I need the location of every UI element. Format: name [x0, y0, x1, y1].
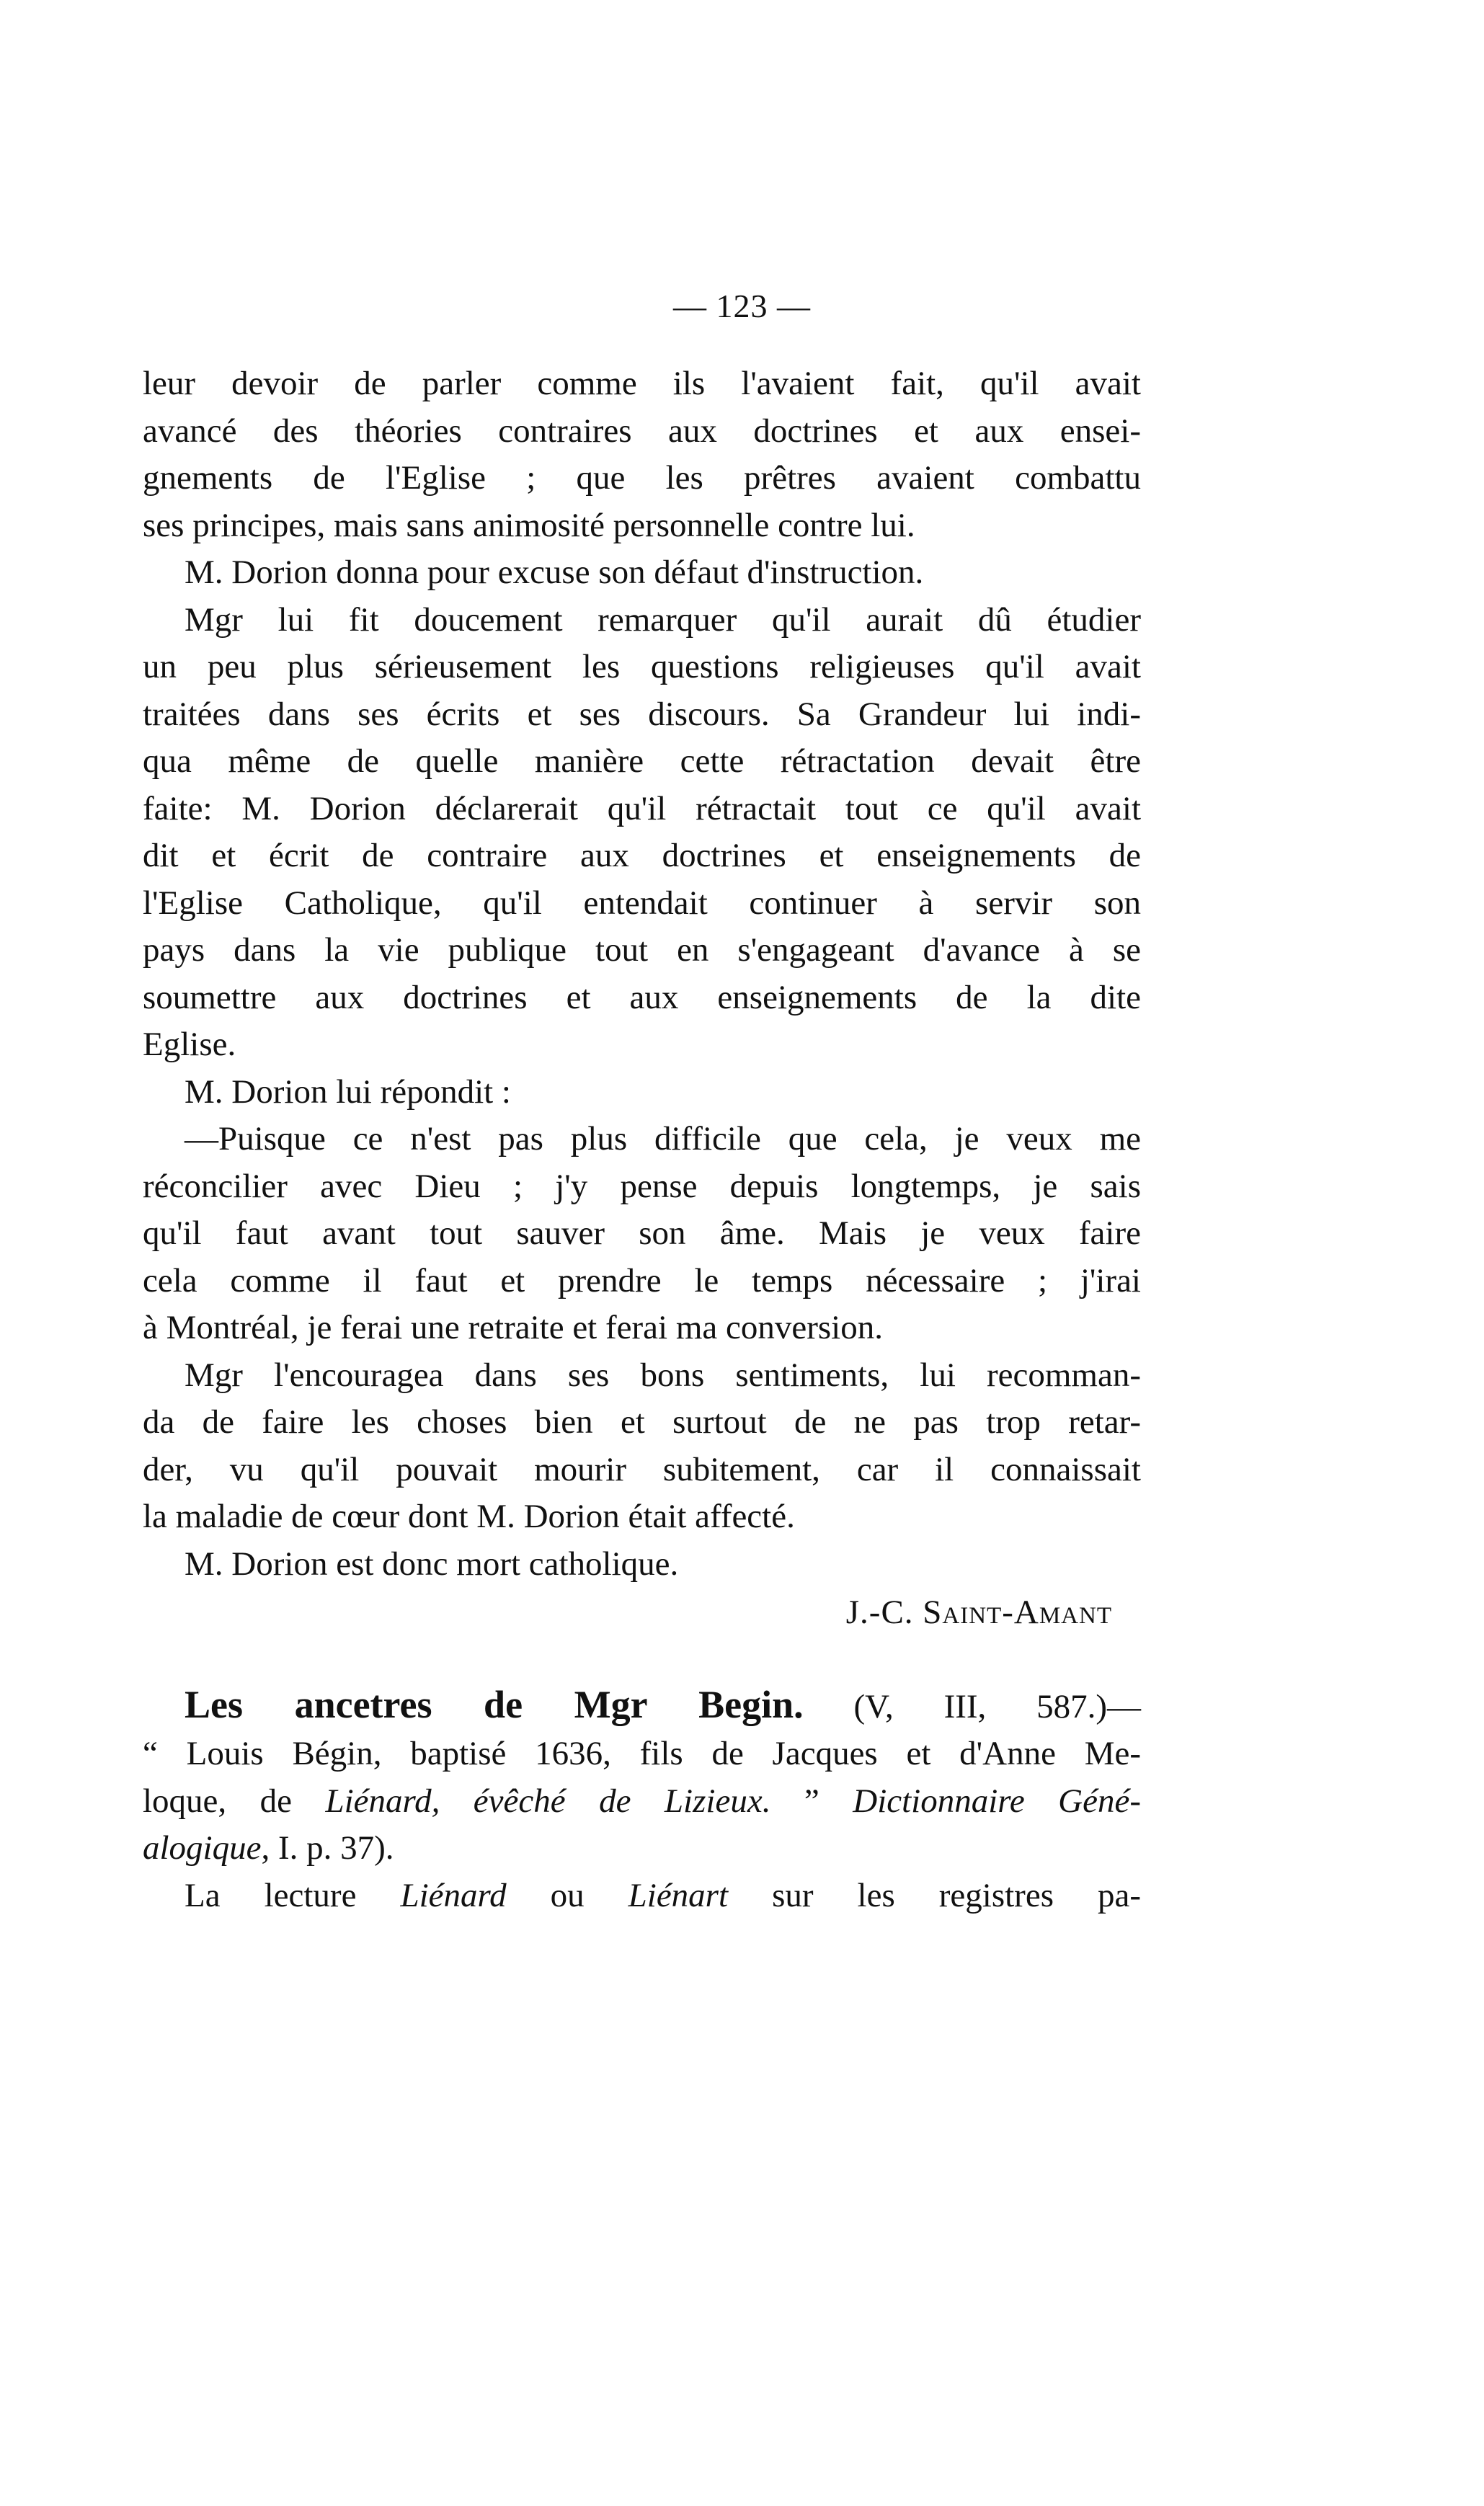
paragraph — [143, 1069, 1141, 1116]
paragraph — [143, 549, 1141, 597]
text-span: La lecture — [185, 1876, 401, 1914]
text-line: M. Dorion est donc mort catholique. — [185, 1545, 679, 1583]
text-line: qua même de quelle manière cette rétractation devait être — [143, 742, 1141, 780]
text-line: réconcilier avec Dieu ; j'y pense depuis longtemps, je sais — [143, 1167, 1141, 1205]
text-line — [143, 1872, 1141, 1920]
text-line: ses principes, mais sans animosité personnelle contre lui. — [143, 506, 915, 544]
text-line: qu'il faut avant tout sauver son âme. Mais je veux faire — [143, 1214, 1141, 1252]
text-line — [143, 1778, 1141, 1826]
italic-text: alogique — [143, 1829, 262, 1867]
text-line: cela comme il faut et prendre le temps nécessaire ; j'irai — [143, 1261, 1141, 1299]
text-line: avancé des théories contraires aux doctrines et aux ensei- — [143, 412, 1141, 450]
text-line: traitées dans ses écrits et ses discours. Sa Grandeur lui indi- — [143, 695, 1141, 733]
paragraph — [143, 1116, 1141, 1352]
paragraph — [143, 1541, 1141, 1589]
text-line: —Puisque ce n'est pas plus difficile que cela, je veux me — [185, 1120, 1141, 1158]
text-line: soumettre aux doctrines et aux enseignements de la dite — [143, 978, 1141, 1016]
italic-text: Liénart — [628, 1876, 729, 1914]
signature-name: J.-C. Saint-Amant — [845, 1594, 1112, 1631]
paragraph — [143, 597, 1141, 1069]
text-span: ou — [506, 1876, 628, 1914]
text-line: M. Dorion lui répondit : — [185, 1072, 511, 1111]
text-line: Mgr l'encouragea dans ses bons sentiments, lui recomman- — [185, 1356, 1141, 1394]
text-line: “ Louis Bégin, baptisé 1636, fils de Jacques et d'Anne Me- — [143, 1735, 1141, 1772]
article-heading-line — [143, 1681, 1141, 1731]
text-line — [143, 1825, 1141, 1872]
italic-text: Dictionnaire Géné- — [853, 1782, 1141, 1820]
text-line: faite: M. Dorion déclarerait qu'il rétractait tout ce qu'il avait — [143, 789, 1141, 827]
text-line: à Montréal, je ferai une retraite et ferai ma conversion. — [143, 1309, 883, 1346]
section-spacer — [143, 1637, 1141, 1681]
text-line: leur devoir de parler comme ils l'avaient fait, qu'il avait — [143, 365, 1141, 402]
text-line: gnements de l'Eglise ; que les prêtres avaient combattu — [143, 459, 1141, 497]
article — [143, 1681, 1141, 1920]
text-line: l'Eglise Catholique, qu'il entendait continuer à servir son — [143, 884, 1141, 922]
text-span: loque, de — [143, 1782, 326, 1820]
text-line: M. Dorion donna pour excuse son défaut d'instruction. — [185, 554, 924, 591]
paragraph — [143, 1352, 1141, 1541]
text-span: sur les registres pa- — [728, 1876, 1142, 1914]
paragraph — [143, 360, 1141, 549]
italic-text: Liénard — [400, 1876, 507, 1914]
text-line: der, vu qu'il pouvait mourir subitement, car il connaissait — [143, 1450, 1141, 1488]
signature — [143, 1589, 1141, 1637]
text-span: ” — [770, 1782, 853, 1820]
text-line: un peu plus sérieusement les questions religieuses qu'il avait — [143, 648, 1141, 685]
text-line: pays dans la vie publique tout en s'engageant d'avance à se — [143, 931, 1141, 969]
article-title: Les ancetres de Mgr Begin. — [185, 1682, 804, 1726]
text-line: da de faire les choses bien et surtout de ne pas trop retar- — [143, 1403, 1141, 1441]
article-reference: (V, III, 587.)— — [803, 1687, 1142, 1725]
italic-text: Liénard, évêché de Lizieux. — [325, 1782, 771, 1820]
text-body — [143, 360, 1141, 1919]
text-line: dit et écrit de contraire aux doctrines et enseignements de — [143, 837, 1141, 874]
text-line: Mgr lui fit doucement remarquer qu'il aurait dû étudier — [185, 600, 1141, 639]
page-number: — 123 — — [673, 288, 811, 324]
text-line: Eglise. — [143, 1026, 236, 1063]
text-line: la maladie de cœur dont M. Dorion était affecté. — [143, 1498, 795, 1535]
text-span: , I. p. 37). — [261, 1829, 394, 1867]
